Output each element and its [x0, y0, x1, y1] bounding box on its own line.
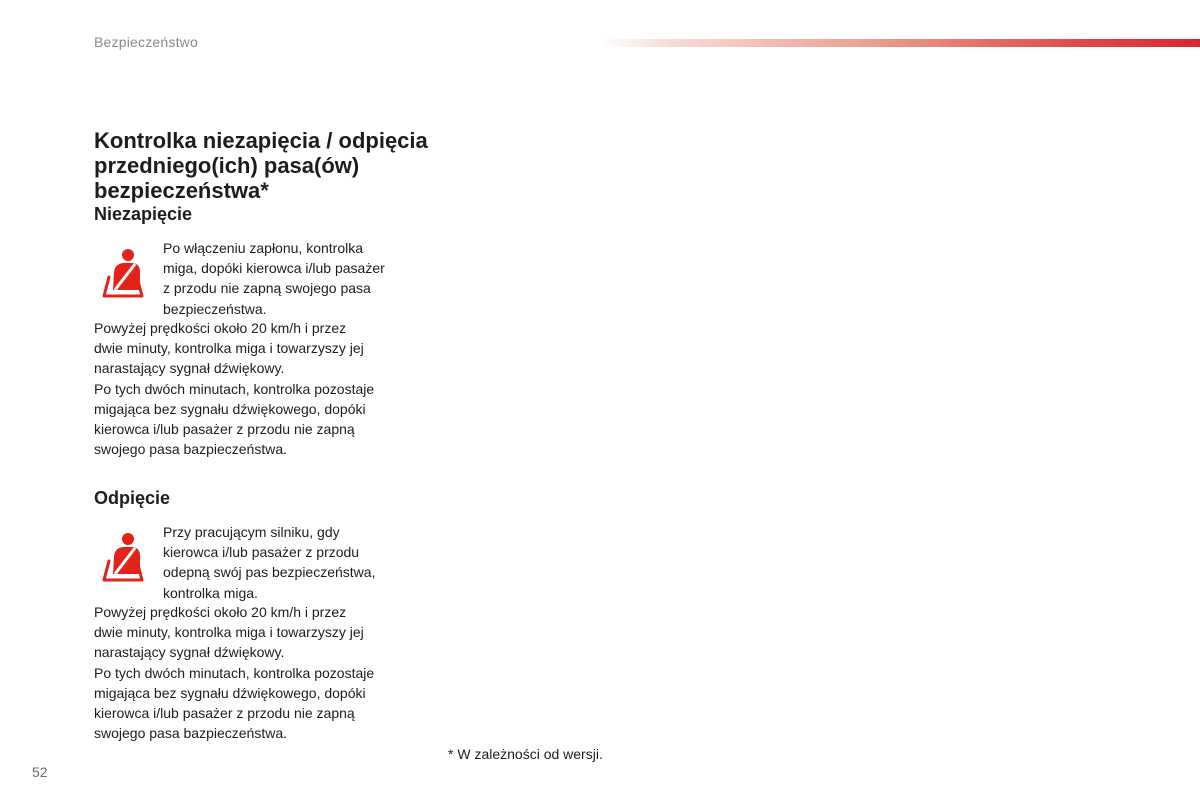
section-heading-niezapiecie: Niezapięcie: [94, 204, 193, 224]
text-line: miga, dopóki kierowca i/lub pasażer: [163, 260, 385, 277]
text-line: odepną swój pas bezpieczeństwa,: [163, 564, 376, 581]
text-line: kierowca i/lub pasażer z przodu nie zapną: [94, 421, 355, 438]
text-line: bezpieczeństwa.: [163, 300, 267, 317]
title-line: bezpieczeństwa*: [94, 178, 269, 203]
section-body-text: [94, 602, 424, 743]
title-line: przedniego(ich) pasa(ów): [94, 153, 360, 178]
text-line: Po tych dwóch minutach, kontrolka pozostaje: [94, 380, 375, 397]
section-heading-odpiecie: Odpięcie: [94, 488, 171, 508]
page-title: [94, 128, 494, 203]
text-line: kontrolka miga.: [163, 584, 258, 601]
text-line: migająca bez sygnału dźwiękowego, dopóki: [94, 400, 366, 417]
text-line: Po tych dwóch minutach, kontrolka pozostaje: [94, 664, 375, 681]
text-line: Powyżej prędkości około 20 km/h i przez: [94, 320, 347, 336]
text-line: z przodu nie zapną swojego pasa: [163, 280, 371, 297]
seatbelt-warning-icon: [100, 246, 146, 300]
section-body-text: [94, 318, 424, 459]
seatbelt-warning-icon: [100, 530, 146, 584]
text-line: Powyżej prędkości około 20 km/h i przez: [94, 604, 347, 620]
text-line: narastający sygnał dźwiękowy.: [94, 360, 285, 377]
footnote: * W zależności od wersji.: [448, 746, 603, 762]
text-line: kierowca i/lub pasażer z przodu nie zapną: [94, 705, 355, 722]
section-intro-text: [163, 238, 423, 319]
text-line: swojego pasa bazpieczeństwa.: [94, 441, 288, 458]
section-header: Bezpieczeństwo: [94, 34, 198, 50]
header-gradient-bar: [600, 39, 1200, 47]
page-number: 52: [32, 764, 48, 780]
text-line: kierowca i/lub pasażer z przodu: [163, 544, 360, 561]
title-line: Kontrolka niezapięcia / odpięcia: [94, 128, 428, 153]
text-line: Po włączeniu zapłonu, kontrolka: [163, 240, 364, 256]
text-line: swojego pasa bazpieczeństwa.: [94, 725, 288, 742]
text-line: Przy pracującym silniku, gdy: [163, 524, 340, 540]
section-intro-text: [163, 522, 423, 603]
text-line: migająca bez sygnału dźwiękowego, dopóki: [94, 684, 366, 701]
text-line: dwie minuty, kontrolka miga i towarzyszy jej: [94, 340, 364, 357]
text-line: narastający sygnał dźwiękowy.: [94, 644, 285, 661]
text-line: dwie minuty, kontrolka miga i towarzyszy jej: [94, 624, 364, 641]
